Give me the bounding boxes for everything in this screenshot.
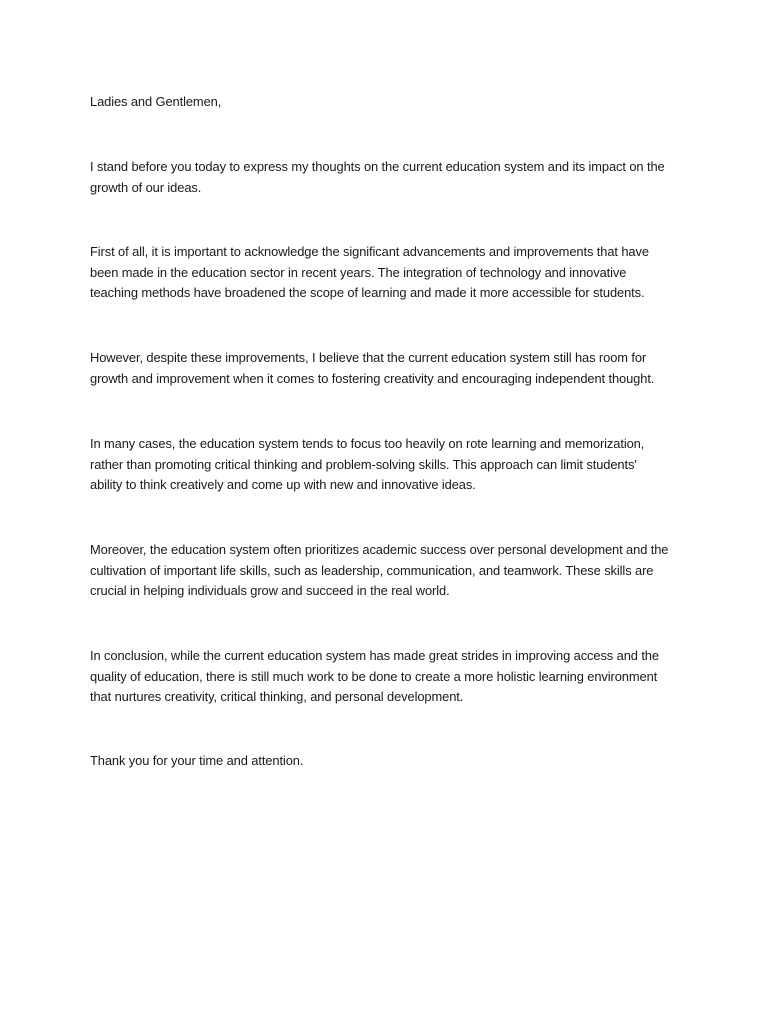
salutation: Ladies and Gentlemen,: [90, 94, 222, 109]
paragraph-advancements: First of all, it is important to acknowledge the significant advancements and improvements that have been made in the education sector in recent years. The integration of technology and innovative teaching methods have broadened the scope of learning and made it more accessible for students.: [90, 244, 649, 300]
closing-line: Thank you for your time and attention.: [90, 753, 304, 768]
paragraph-intro: I stand before you today to express my thoughts on the current education system and its impact on the growth of our ideas.: [90, 159, 665, 195]
paragraph-rote-learning: In many cases, the education system tends to focus too heavily on rote learning and memorization, rather than promoting critical thinking and problem-solving skills. This approach can limit students' ability to think creatively and come up with new and innovative ideas.: [90, 436, 645, 492]
paragraph-conclusion: In conclusion, while the current education system has made great strides in improving access and the quality of education, there is still much work to be done to create a more holistic learning environment that nurtures creativity, critical thinking, and personal development.: [90, 648, 659, 704]
paragraph-room-for-growth: However, despite these improvements, I believe that the current education system still has room for growth and improvement when it comes to fostering creativity and encouraging independent thought.: [90, 350, 655, 386]
paragraph-life-skills: Moreover, the education system often prioritizes academic success over personal development and the cultivation of important life skills, such as leadership, communication, and teamwork. These skills are crucial in helping individuals grow and succeed in the real world.: [90, 542, 669, 598]
